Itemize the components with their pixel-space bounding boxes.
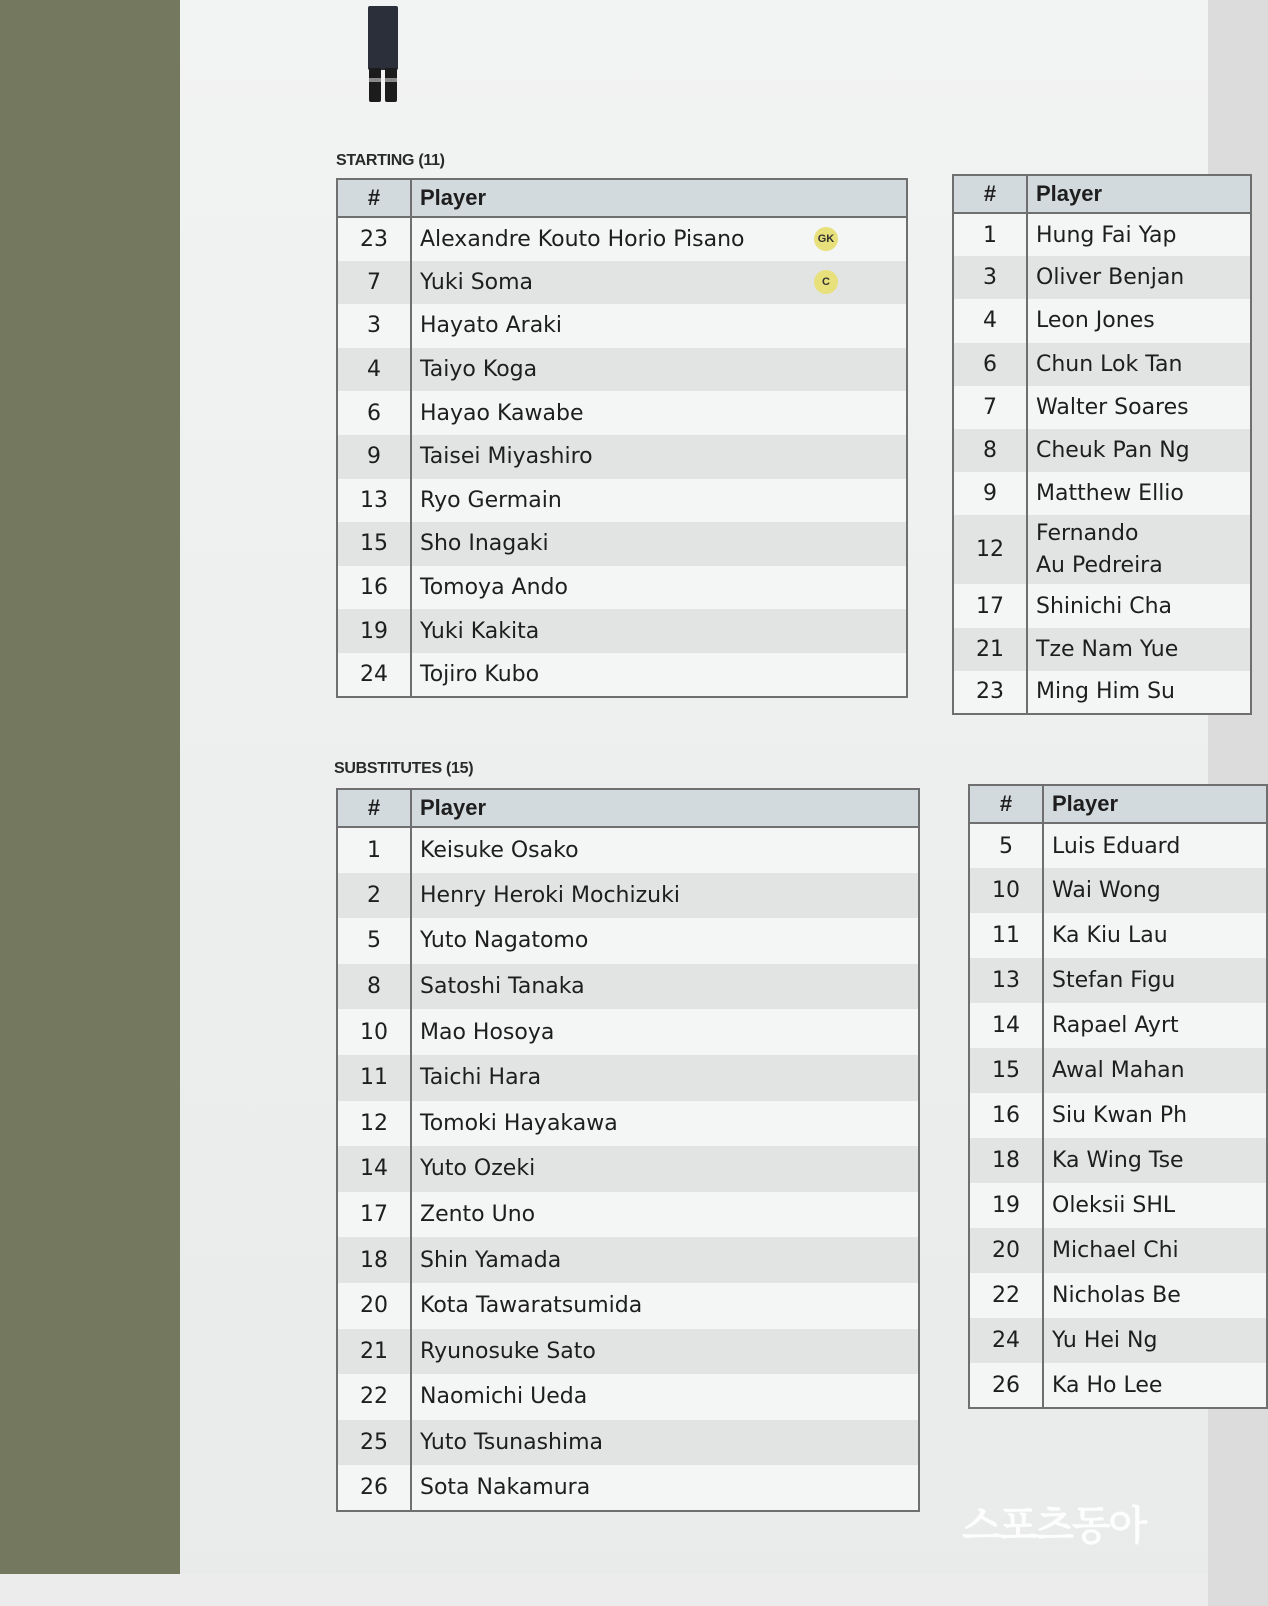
- player-name: Zento Uno: [420, 1202, 536, 1228]
- header-number: #: [969, 785, 1043, 823]
- roster-row: [969, 1363, 1267, 1408]
- substitutes-section-title: SUBSTITUTES (15): [334, 760, 474, 777]
- player-name-cell: [1043, 1003, 1267, 1048]
- player-number: 19: [969, 1183, 1043, 1228]
- player-name: Yuki Kakita: [420, 618, 540, 644]
- player-name: Yuto Ozeki: [420, 1156, 536, 1182]
- player-number: 15: [969, 1048, 1043, 1093]
- player-number: 1: [953, 213, 1027, 256]
- substitutes-table-right-clip: [968, 784, 1188, 1416]
- player-number: 5: [337, 918, 411, 964]
- player-name: Kota Tawaratsumida: [420, 1293, 643, 1319]
- roster-row: [337, 1146, 919, 1192]
- roster-row: [337, 609, 907, 653]
- substitutes-table-right: [968, 784, 1268, 1409]
- player-number: 13: [969, 958, 1043, 1003]
- player-name: Michael Chi: [1052, 1238, 1179, 1263]
- player-name: Nicholas Be: [1052, 1283, 1181, 1308]
- player-number: 10: [969, 868, 1043, 913]
- roster-row: [337, 964, 919, 1010]
- player-name-cell: [1043, 913, 1267, 958]
- player-name-cell: [411, 217, 907, 261]
- player-number: 9: [953, 472, 1027, 515]
- header-player: Player: [411, 179, 907, 217]
- player-number: 24: [337, 653, 411, 697]
- player-number: 3: [337, 304, 411, 348]
- roster-row: [953, 472, 1251, 515]
- player-name-cell: [411, 566, 907, 610]
- player-name: Taiyo Koga: [420, 357, 538, 383]
- player-name: Luis Eduard: [1052, 833, 1181, 859]
- roster-row: [337, 566, 907, 610]
- player-number: 9: [337, 435, 411, 479]
- player-name: Ka Kiu Lau: [1052, 923, 1168, 948]
- player-name-cell: [411, 1101, 919, 1147]
- roster-row: [337, 304, 907, 348]
- player-name-cell: [1043, 1093, 1267, 1138]
- player-name-cell: [411, 479, 907, 523]
- player-name: Sho Inagaki: [420, 531, 549, 557]
- roster-row: [337, 873, 919, 919]
- roster-row: [337, 522, 907, 566]
- player-name-cell: [1043, 1318, 1267, 1363]
- roster-row: [953, 429, 1251, 472]
- player-name: Mao Hosoya: [420, 1019, 555, 1045]
- roster-row: [337, 217, 907, 261]
- roster-row: [969, 1318, 1267, 1363]
- player-name-cell: [1043, 868, 1267, 913]
- player-name: Awal Mahan: [1052, 1058, 1185, 1083]
- player-name-cell: [411, 964, 919, 1010]
- player-name-cell: [411, 1329, 919, 1375]
- player-number: 22: [969, 1273, 1043, 1318]
- player-name-cell: [1027, 429, 1251, 472]
- player-number: 8: [953, 429, 1027, 472]
- player-name: Matthew Ellio: [1036, 481, 1184, 507]
- player-name: Alexandre Kouto Horio Pisano: [420, 226, 745, 252]
- player-number: 23: [953, 671, 1027, 714]
- player-number: 14: [337, 1146, 411, 1192]
- player-number: 16: [337, 566, 411, 610]
- captain-badge: C: [814, 270, 838, 294]
- player-number: 21: [337, 1329, 411, 1375]
- roster-row: [337, 1420, 919, 1466]
- roster-row: [337, 348, 907, 392]
- roster-row: [953, 256, 1251, 299]
- player-name: Ryunosuke Sato: [420, 1338, 596, 1364]
- player-number: 7: [337, 261, 411, 305]
- roster-row: [969, 1138, 1267, 1183]
- player-number: 20: [969, 1228, 1043, 1273]
- player-name-cell: [411, 261, 907, 305]
- starting-section-title: STARTING (11): [336, 152, 445, 169]
- player-name-cell: [411, 609, 907, 653]
- player-number: 20: [337, 1283, 411, 1329]
- player-name-cell: [411, 918, 919, 964]
- roster-row: [969, 1003, 1267, 1048]
- player-name: Yu Hei Ng: [1052, 1328, 1158, 1353]
- player-number: 2: [337, 873, 411, 919]
- roster-row: [337, 1101, 919, 1147]
- player-name-cell: [411, 348, 907, 392]
- player-name: Leon Jones: [1036, 308, 1155, 334]
- player-name: Walter Soares: [1036, 394, 1189, 420]
- player-number: 17: [953, 584, 1027, 627]
- roster-row: [337, 918, 919, 964]
- roster-row: [953, 386, 1251, 429]
- roster-row: [953, 671, 1251, 714]
- roster-row: [969, 868, 1267, 913]
- player-name: Tomoki Hayakawa: [420, 1110, 618, 1136]
- roster-row: [969, 1093, 1267, 1138]
- starting-table-right: [952, 174, 1252, 715]
- player-number: 14: [969, 1003, 1043, 1048]
- player-name: Tojiro Kubo: [420, 661, 540, 687]
- player-name: Shin Yamada: [420, 1247, 562, 1273]
- roster-row: [337, 391, 907, 435]
- player-number: 18: [969, 1138, 1043, 1183]
- player-name-cell: [1027, 256, 1251, 299]
- roster-row: [337, 1374, 919, 1420]
- roster-row: [337, 1283, 919, 1329]
- player-number: 19: [337, 609, 411, 653]
- roster-row: [969, 1273, 1267, 1318]
- roster-row: [337, 1237, 919, 1283]
- player-name-cell: [411, 391, 907, 435]
- player-name-cell: [411, 873, 919, 919]
- roster-row: [337, 1329, 919, 1375]
- player-name: Taisei Miyashiro: [420, 444, 593, 470]
- goalkeeper-badge: GK: [814, 227, 838, 251]
- player-number: 25: [337, 1420, 411, 1466]
- player-name-cell: [411, 1146, 919, 1192]
- player-number: 12: [953, 515, 1027, 584]
- player-name: Ka Ho Lee: [1052, 1372, 1163, 1398]
- player-name: Stefan Figu: [1052, 968, 1176, 993]
- player-number: 24: [969, 1318, 1043, 1363]
- roster-row: [953, 343, 1251, 386]
- player-number: 26: [337, 1465, 411, 1511]
- starting-table-right-clip: [952, 174, 1190, 726]
- player-number: 18: [337, 1237, 411, 1283]
- player-name-cell: [1027, 386, 1251, 429]
- player-name: Hung Fai Yap: [1036, 222, 1177, 248]
- page-bottom-edge: [0, 1574, 1208, 1606]
- player-name-cell: [411, 1374, 919, 1420]
- header-player: Player: [411, 789, 919, 827]
- player-name: Keisuke Osako: [420, 837, 579, 863]
- player-number: 12: [337, 1101, 411, 1147]
- player-name: Tze Nam Yue: [1036, 636, 1179, 662]
- player-name: Henry Heroki Mochizuki: [420, 882, 680, 908]
- player-name-cell: [1027, 343, 1251, 386]
- roster-row: [953, 584, 1251, 627]
- player-name-cell: [411, 1192, 919, 1238]
- starting-table-left: [336, 178, 908, 698]
- player-name: Yuto Tsunashima: [420, 1430, 603, 1456]
- player-name-cell: [1027, 299, 1251, 342]
- player-name: Oliver Benjan: [1036, 265, 1185, 291]
- player-number: 4: [953, 299, 1027, 342]
- player-name-cell: [1043, 1048, 1267, 1093]
- roster-row: [337, 827, 919, 873]
- player-name-cell: [411, 1283, 919, 1329]
- player-name-cell: [1027, 472, 1251, 515]
- player-number: 1: [337, 827, 411, 873]
- player-name: Ryo Germain: [420, 487, 562, 513]
- roster-row: [969, 958, 1267, 1003]
- player-name-cell: [1027, 671, 1251, 714]
- player-name: Shinichi Cha: [1036, 593, 1173, 619]
- player-name-cell: [1027, 628, 1251, 671]
- player-name-cell: [411, 1009, 919, 1055]
- header-number: #: [953, 175, 1027, 213]
- player-name: Yuto Nagatomo: [420, 928, 589, 954]
- player-number: 8: [337, 964, 411, 1010]
- player-name-cell: [1043, 1273, 1267, 1318]
- roster-row: [337, 479, 907, 523]
- player-name: Chun Lok Tan: [1036, 351, 1183, 377]
- player-name-cell: [1043, 1183, 1267, 1228]
- player-name: Yuki Soma: [420, 269, 534, 295]
- roster-row: [953, 515, 1251, 584]
- player-name: Siu Kwan Ph: [1052, 1103, 1188, 1128]
- roster-row: [337, 435, 907, 479]
- player-number: 4: [337, 348, 411, 392]
- player-number: 22: [337, 1374, 411, 1420]
- roster-row: [953, 628, 1251, 671]
- player-number: 26: [969, 1363, 1043, 1408]
- player-name-cell: [411, 304, 907, 348]
- player-name-cell: [411, 827, 919, 873]
- player-name: Hayao Kawabe: [420, 400, 584, 426]
- player-number: 16: [969, 1093, 1043, 1138]
- player-number: 23: [337, 217, 411, 261]
- player-name-cell: [411, 1420, 919, 1466]
- player-number: 6: [953, 343, 1027, 386]
- player-name: Ka Wing Tse: [1052, 1148, 1184, 1173]
- roster-row: [953, 213, 1251, 256]
- header-number: #: [337, 789, 411, 827]
- player-name-cell: [1043, 1228, 1267, 1273]
- roster-row: [337, 1055, 919, 1101]
- publisher-watermark: 스포츠동아: [962, 1503, 1146, 1549]
- player-name: Sota Nakamura: [420, 1475, 591, 1501]
- roster-row: [337, 261, 907, 305]
- player-number: 6: [337, 391, 411, 435]
- player-name: Taichi Hara: [420, 1065, 542, 1091]
- player-number: 3: [953, 256, 1027, 299]
- player-name-cell: [1043, 958, 1267, 1003]
- player-name-cell: [1043, 1363, 1267, 1408]
- player-number: 13: [337, 479, 411, 523]
- player-name: Oleksii SHL: [1052, 1193, 1176, 1218]
- player-name: Tomoya Ando: [420, 575, 568, 601]
- roster-row: [953, 299, 1251, 342]
- player-name-cell: [411, 522, 907, 566]
- player-name-cell: [411, 1055, 919, 1101]
- player-name: Satoshi Tanaka: [420, 974, 585, 1000]
- roster-row: [337, 1009, 919, 1055]
- roster-row: [969, 1228, 1267, 1273]
- player-figure-illustration: [368, 6, 398, 102]
- player-name-cell: [1043, 1138, 1267, 1183]
- player-name-cell: [411, 435, 907, 479]
- player-number: 17: [337, 1192, 411, 1238]
- roster-row: [969, 913, 1267, 958]
- substitutes-table-left: [336, 788, 920, 1512]
- player-name-cell: [411, 1465, 919, 1511]
- roster-row: [337, 1192, 919, 1238]
- player-name: Fernando Au Pedreira: [1036, 520, 1163, 578]
- player-name: Hayato Araki: [420, 313, 563, 339]
- player-name-cell: [411, 653, 907, 697]
- player-number: 11: [337, 1055, 411, 1101]
- header-number: #: [337, 179, 411, 217]
- roster-row: [969, 1183, 1267, 1228]
- player-number: 5: [969, 823, 1043, 868]
- header-player: Player: [1043, 785, 1267, 823]
- player-number: 7: [953, 386, 1027, 429]
- binder-edge: [0, 0, 180, 1606]
- player-number: 15: [337, 522, 411, 566]
- player-name-cell: [1043, 823, 1267, 868]
- player-name: Wai Wong: [1052, 878, 1161, 903]
- roster-row: [969, 1048, 1267, 1093]
- player-name: Naomichi Ueda: [420, 1384, 588, 1410]
- player-name: Ming Him Su: [1036, 679, 1175, 705]
- player-number: 21: [953, 628, 1027, 671]
- player-name: Rapael Ayrt: [1052, 1013, 1179, 1038]
- roster-row: [969, 823, 1267, 868]
- player-name-cell: [1027, 515, 1251, 584]
- player-name-cell: [1027, 213, 1251, 256]
- player-number: 10: [337, 1009, 411, 1055]
- roster-row: [337, 653, 907, 697]
- roster-row: [337, 1465, 919, 1511]
- player-number: 11: [969, 913, 1043, 958]
- player-name-cell: [1027, 584, 1251, 627]
- player-name: Cheuk Pan Ng: [1036, 438, 1190, 464]
- player-name-cell: [411, 1237, 919, 1283]
- header-player: Player: [1027, 175, 1251, 213]
